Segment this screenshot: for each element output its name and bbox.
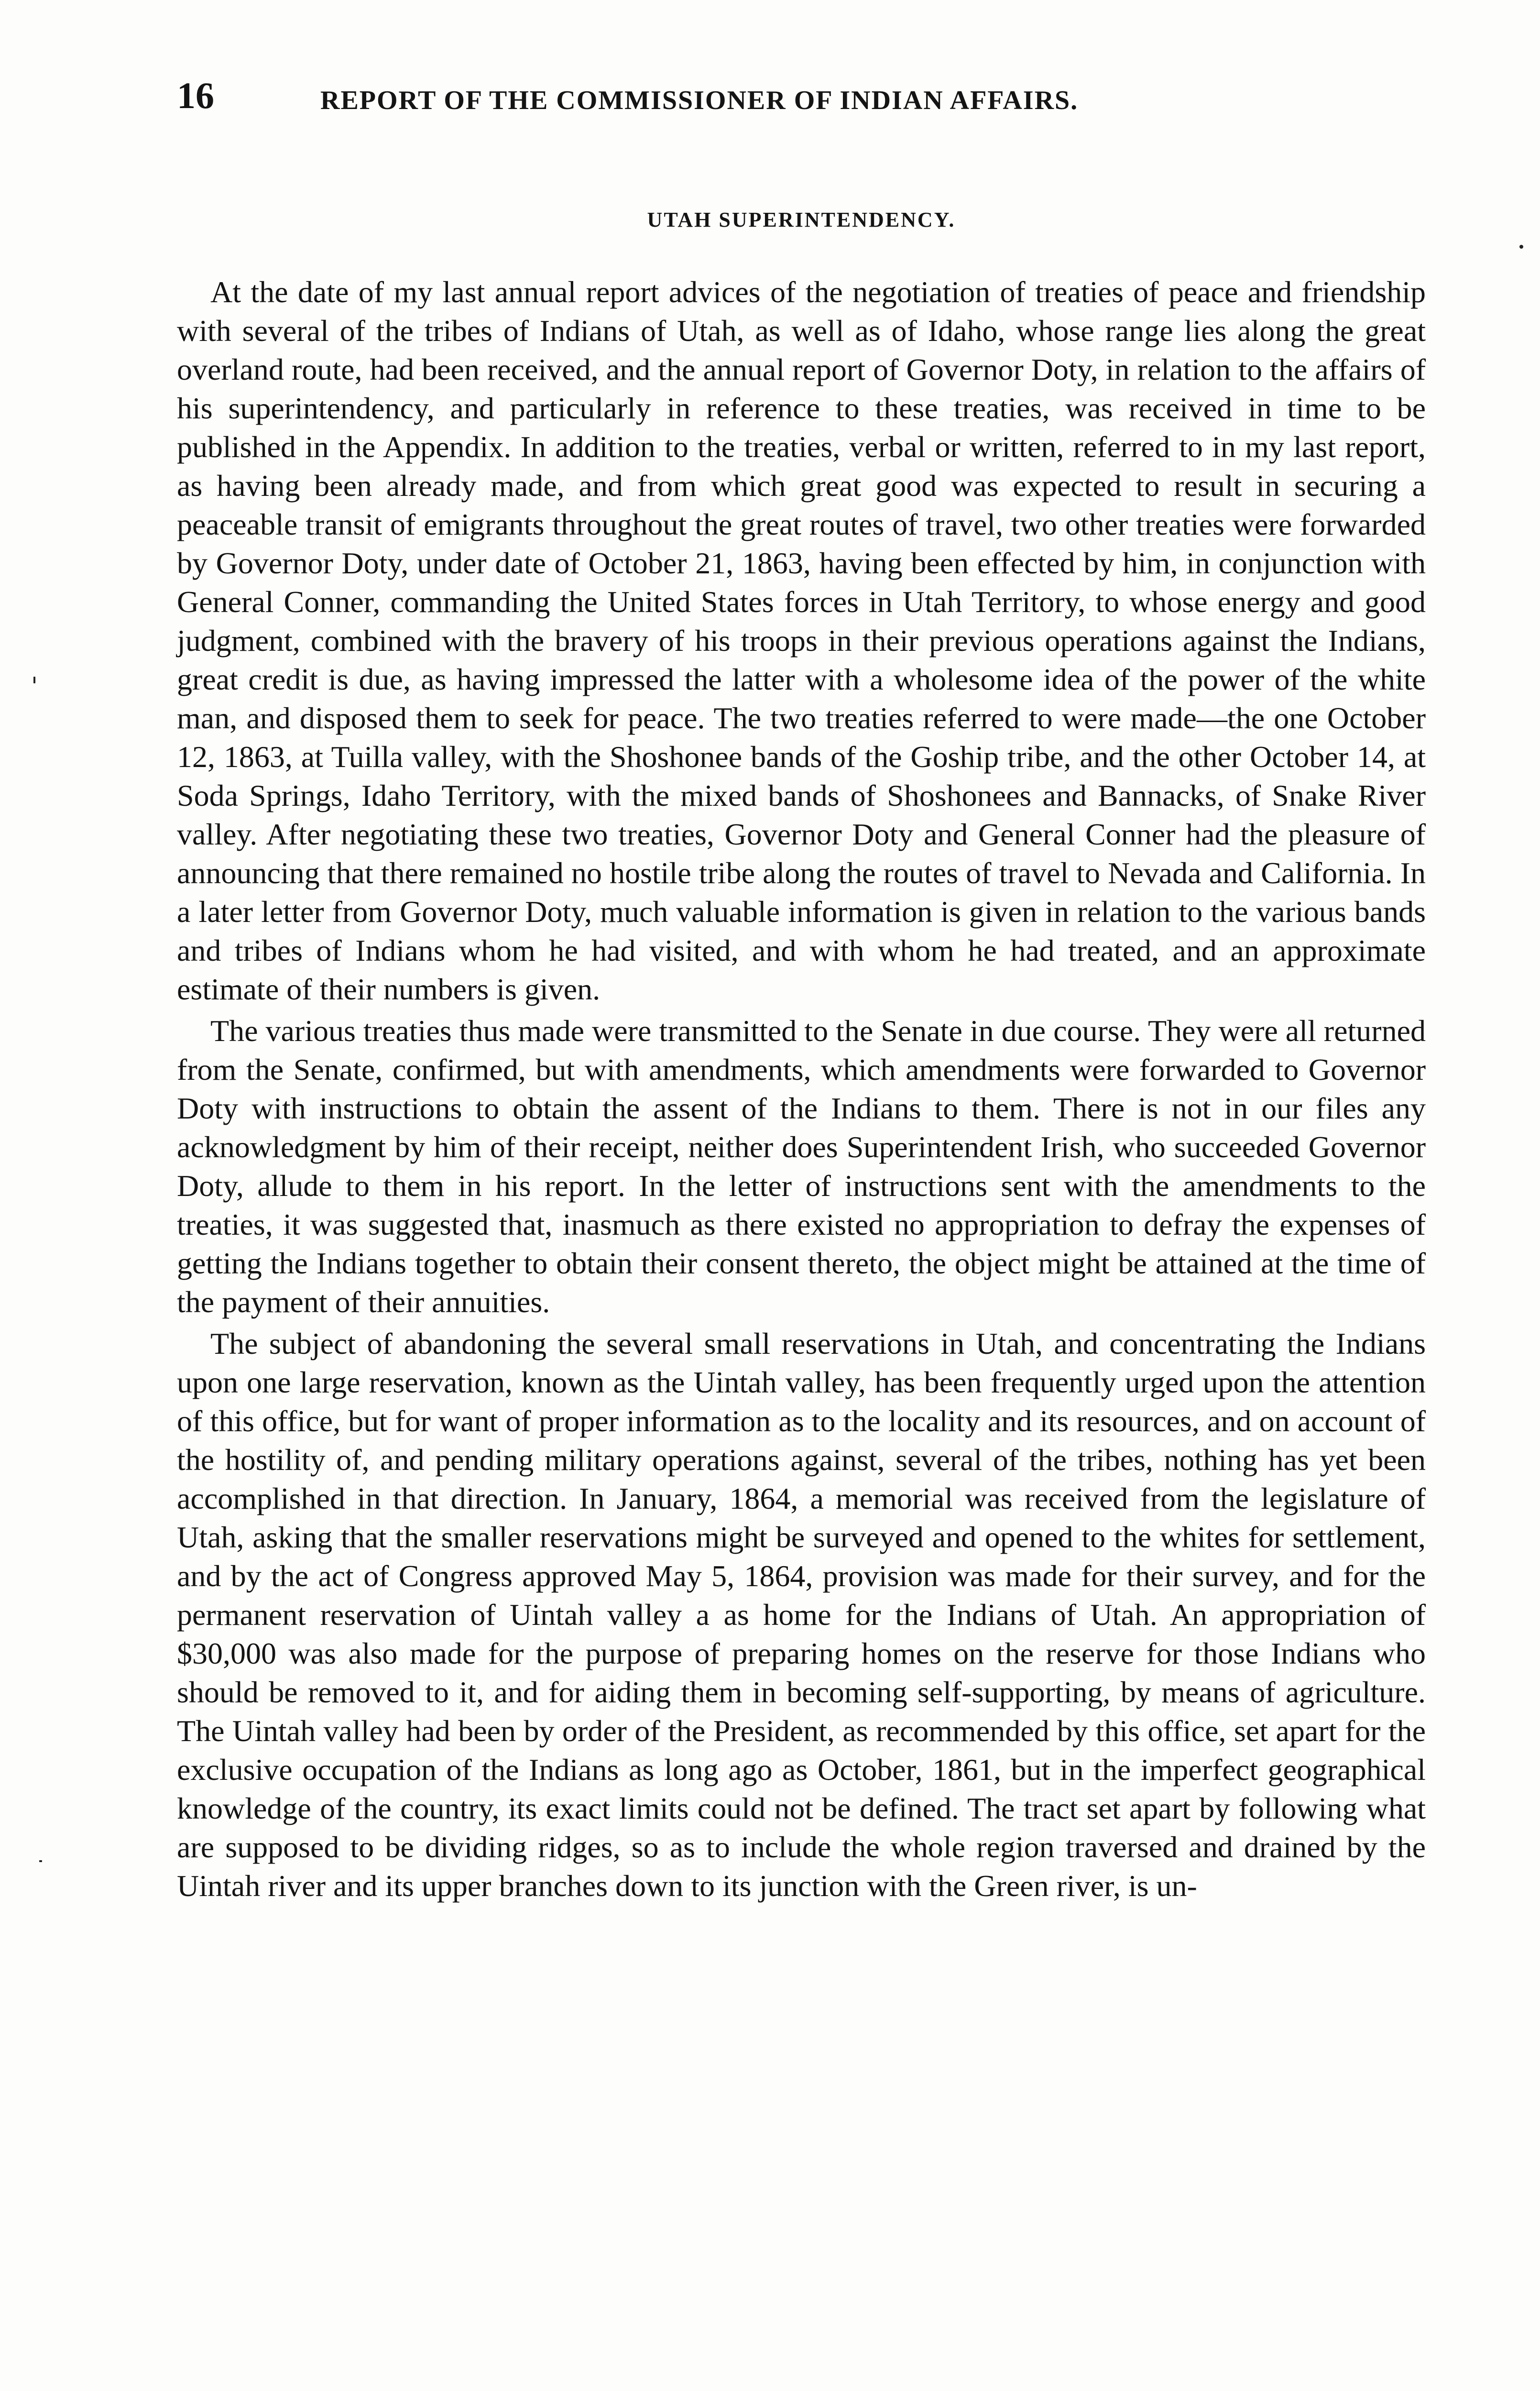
scan-speck — [39, 1860, 42, 1862]
body-text — [177, 273, 1426, 1908]
paragraph: The subject of abandoning the several small reservations in Utah, and concentrating the Indians upon one large reservation, known as the Uintah valley, has been frequently urged upon the attention of this office, but for want of proper information as to the locality and its resources, and on account of the hostility of, and pending military operations against, several of the tribes, nothing has yet been accomplished in that direction. In January, 1864, a memorial was received from the legislature of Utah, asking that the smaller reservations might be surveyed and opened to the whites for settlement, and by the act of Congress approved May 5, 1864, provision was made for their survey, and for the permanent reservation of Uintah valley a as home for the Indians of Utah. An appropriation of $30,000 was also made for the purpose of preparing homes on the reserve for those Indians who should be removed to it, and for aiding them in becoming self-supporting, by means of agriculture. The Uintah valley had been by order of the President, as recommended by this office, set apart for the exclusive occupation of the Indians as long ago as October, 1861, but in the imperfect geographical knowledge of the country, its exact limits could not be defined. The tract set apart by following what are supposed to be dividing ridges, so as to include the whole region traversed and drained by the Uintah river and its upper branches down to its junction with the Green river, is un- — [177, 1327, 1426, 1903]
page-header — [177, 67, 1315, 124]
section-title: UTAH SUPERINTENDENCY. — [647, 208, 956, 231]
scan-speck — [1519, 245, 1523, 249]
page-number: 16 — [177, 75, 214, 116]
paragraph: The various treaties thus made were transmitted to the Senate in due course. They were all returned from the Senate, confirmed, but with amendments, which amendments were forwarded to Governor Doty with instructions to obtain the assent of the Indians to them. There is not in our files any acknowledgment by him of their receipt, neither does Superintendent Irish, who succeeded Governor Doty, allude to them in his report. In the letter of instructions sent with the amendments to the treaties, it was suggested that, inasmuch as there existed no appropriation to defray the expenses of getting the Indians together to obtain their consent thereto, the object might be attained at the time of the payment of their annuities. — [177, 1014, 1426, 1319]
running-title: REPORT OF THE COMMISSIONER OF INDIAN AFFAIRS. — [320, 86, 1079, 115]
scan-speck — [33, 677, 35, 683]
paragraph: At the date of my last annual report advices of the negotiation of treaties of peace and friendship with several of the tribes of Indians of Utah, as well as of Idaho, whose range lies along the great overland route, had been received, and the annual report of Governor Doty, in relation to the affairs of his superintendency, and particularly in reference to these treaties, was received in time to be published in the Appendix. In addition to the treaties, verbal or written, referred to in my last report, as having been already made, and from which great good was expected to result in securing a peaceable transit of emigrants throughout the great routes of travel, two other treaties were forwarded by Governor Doty, under date of October 21, 1863, having been effected by him, in conjunction with General Conner, commanding the United States forces in Utah Territory, to whose energy and good judgment, combined with the bravery of his troops in their previous operations against the Indians, great credit is due, as having impressed the latter with a wholesome idea of the power of the white man, and disposed them to seek for peace. The two treaties referred to were made—the one October 12, 1863, at Tuilla valley, with the Shoshonee bands of the Goship tribe, and the other October 14, at Soda Springs, Idaho Territory, with the mixed bands of Shoshonees and Bannacks, of Snake River valley. After negotiating these two treaties, Governor Doty and General Conner had the pleasure of announcing that there remained no hostile tribe along the routes of travel to Nevada and California. In a later letter from Governor Doty, much valuable information is given in relation to the various bands and tribes of Indians whom he had visited, and with whom he had treated, and an approximate estimate of their numbers is given. — [177, 275, 1426, 1006]
